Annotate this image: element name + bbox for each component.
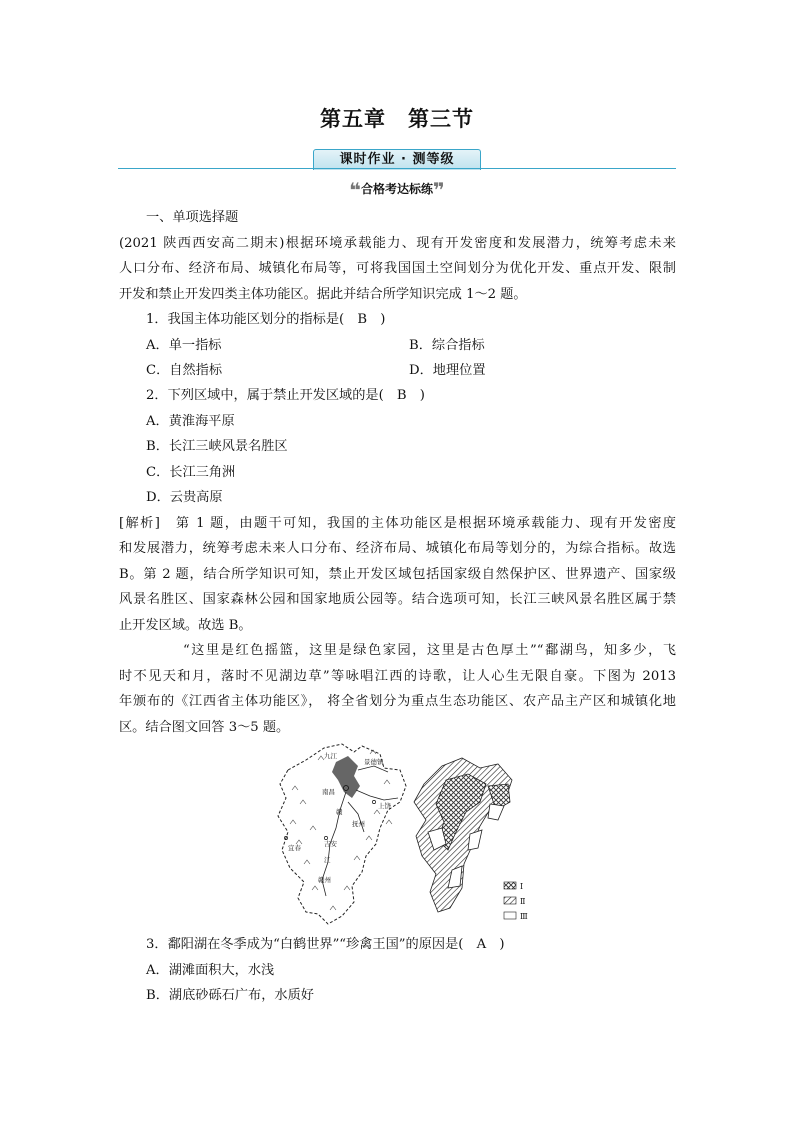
map-label-city: 抚州	[352, 820, 365, 828]
terrain-map	[278, 744, 406, 924]
analysis-line: 风景名胜区、国家森林公园和国家地质公园等。结合选项可知，长江三峡风景名胜区属于禁	[119, 592, 676, 607]
map-label-city: 上饶	[378, 802, 391, 810]
q3-option-a: A．湖滩面积大，水浅	[146, 963, 275, 978]
q1-stem: 1．我国主体功能区划分的指标是( B )	[146, 312, 386, 327]
page-title	[0, 103, 794, 133]
q1-option-b: B．综合指标	[409, 338, 485, 353]
maps-svg	[266, 740, 540, 926]
legend-label: Ⅲ	[520, 912, 528, 921]
q2-option-c: C．长江三角洲	[146, 465, 236, 480]
zone-region-white	[488, 804, 504, 820]
q1-option-d: D．地理位置	[409, 363, 486, 378]
map-label-city: 吉安	[324, 840, 337, 848]
passage-line: 时不见天和月，落时不见湖边草”等咏唱江西的诗歌，让人心生无限自豪。下图为 2013	[119, 669, 676, 684]
legend-label: Ⅱ	[520, 897, 526, 906]
open-quote-icon: ❝	[349, 177, 361, 202]
zone-legend	[504, 882, 528, 921]
legend-swatch-1	[504, 882, 516, 889]
analysis-line: 和发展潜力，统筹考虑未来人口分布、经济布局、城镇化布局等划分的，为综合指标。故选	[119, 541, 676, 556]
intro-line: 开发和禁止开发四类主体功能区。据此并结合所学知识完成 1～2 题。	[119, 287, 527, 302]
function-zone-map	[414, 758, 528, 921]
header-rule	[118, 168, 676, 169]
map-label-city: 宜春	[288, 844, 301, 852]
passage-line: 区。结合图文回答 3～5 题。	[119, 720, 290, 735]
homework-badge: 课时作业 · 测等级	[313, 149, 481, 170]
part-heading: 一、单项选择题	[146, 210, 239, 225]
intro-line: (2021 陕西西安高二期末)根据环境承载能力、现有开发密度和发展潜力，统筹考虑未来	[119, 236, 676, 251]
section-title: 第三节	[408, 107, 474, 131]
chapter-title: 第五章	[320, 107, 386, 131]
close-quote-icon: ❞	[433, 177, 445, 202]
jiangxi-maps-figure	[266, 740, 540, 926]
intro-line: 人口分布、经济布局、城镇化布局等，可将我国国土空间划分为优化开发、重点开发、限制	[119, 261, 676, 276]
q2-option-b: B．长江三峡风景名胜区	[146, 439, 288, 454]
map-label-river: 赣	[336, 808, 343, 816]
analysis-line: 止开发区域。故选 B。	[119, 618, 252, 633]
q3-option-b: B．湖底砂砾石广布，水质好	[146, 988, 314, 1003]
legend-label: Ⅰ	[520, 882, 524, 891]
map-label-river: 江	[324, 856, 331, 864]
passage-line: 年颁布的《江西省主体功能区》， 将全省划分为重点生态功能区、农产品主产区和城镇化地	[119, 694, 676, 709]
passage-line: “这里是红色摇篮，这里是绿色家园，这里是古色厚土”“鄱湖鸟，知多少，飞	[183, 643, 676, 658]
legend-swatch-2	[504, 897, 516, 904]
q2-option-a: A．黄淮海平原	[146, 414, 235, 429]
map-label-city: 南昌	[322, 788, 335, 796]
map-label-city: 景德镇	[364, 758, 384, 766]
subsection-title	[0, 177, 794, 202]
q3-stem: 3．鄱阳湖在冬季成为“白鹤世界”“珍禽王国”的原因是( A )	[146, 937, 505, 952]
q2-option-d: D．云贵高原	[146, 490, 223, 505]
subsection-label: 合格考达标练	[360, 182, 433, 196]
q2-stem: 2．下列区域中，属于禁止开发区域的是( B )	[146, 388, 425, 403]
q1-option-c: C．自然指标	[146, 363, 223, 378]
legend-swatch-3	[504, 912, 516, 919]
analysis-line: B。第 2 题，结合所学知识可知，禁止开发区域包括国家级自然保护区、世界遗产、国家级	[119, 567, 676, 582]
map-label-city: 九江	[324, 752, 337, 760]
analysis-line: [解析] 第 1 题，由题干可知，我国的主体功能区是根据环境承载能力、现有开发密度	[119, 516, 676, 531]
q1-option-a: A．单一指标	[146, 338, 222, 353]
map-label-city: 赣州	[318, 876, 331, 884]
